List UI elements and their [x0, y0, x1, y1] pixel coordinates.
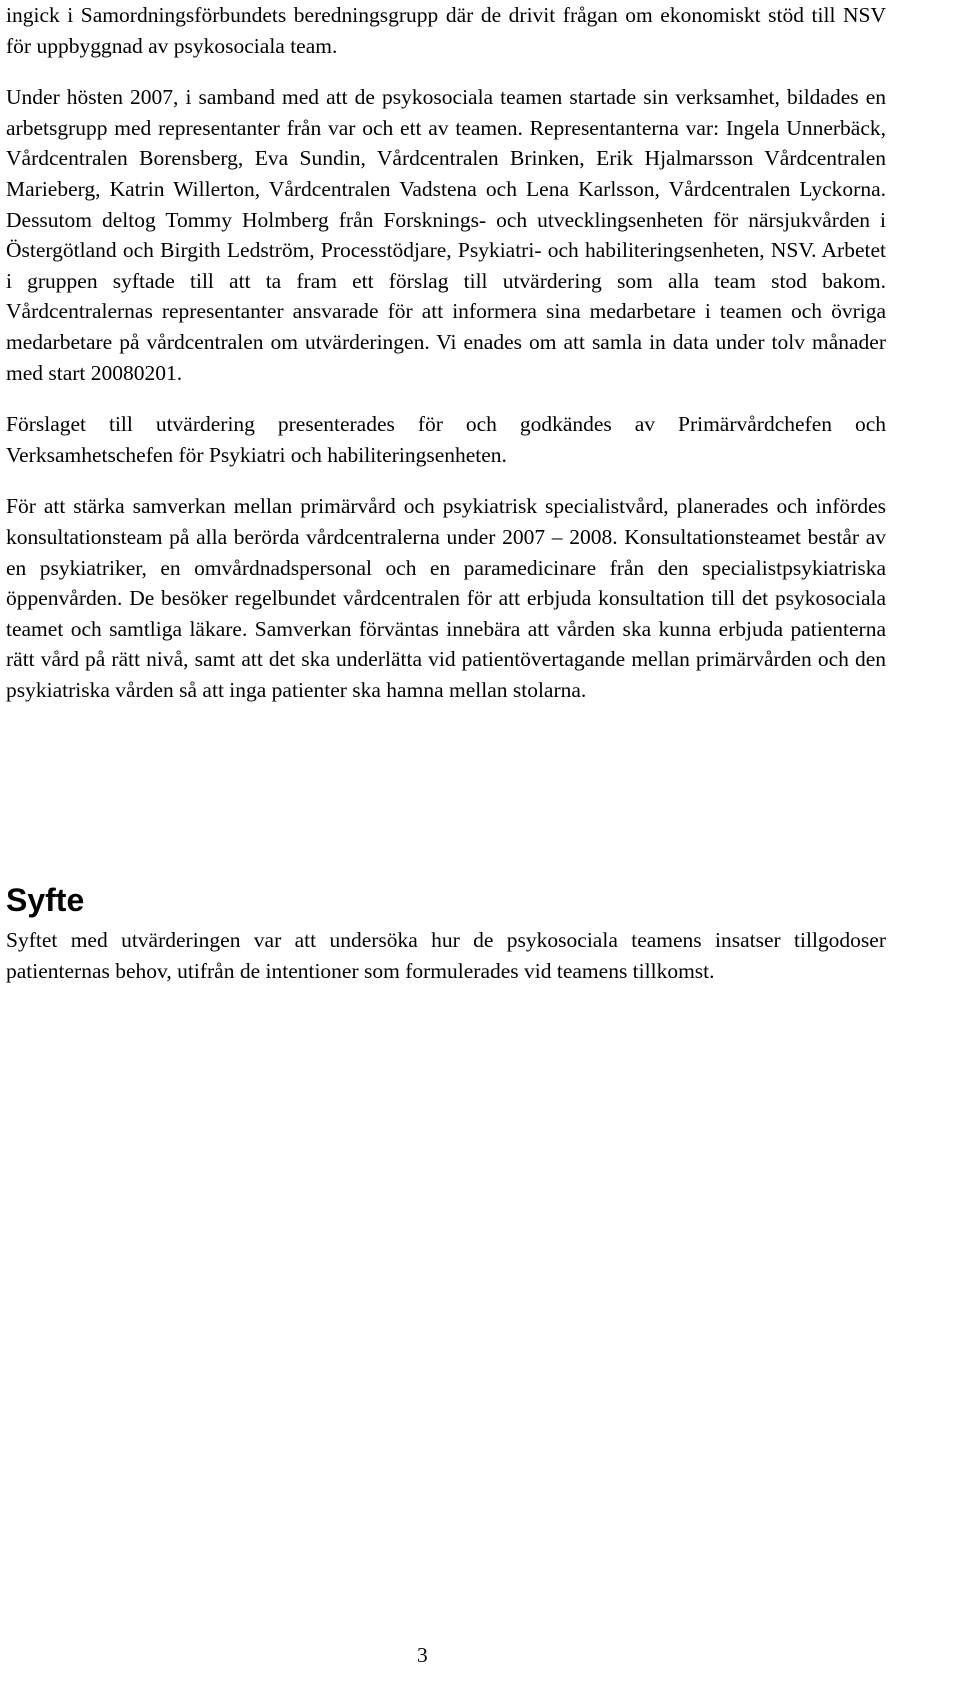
paragraph-proposal: Förslaget till utvärdering presenterades för och godkändes av Primärvårdchefen och Verksamhetschefen för Psykiatri och habiliteringsenheten.: [6, 412, 886, 467]
paragraph-gap: [6, 388, 886, 409]
section-body-syfte: [6, 925, 886, 986]
paragraph-intro: ingick i Samordningsförbundets beredningsgrupp där de drivit frågan om ekonomiskt stöd till NSV för uppbyggnad av psykosociala team.: [6, 3, 886, 58]
section-heading-syfte: Syfte: [6, 882, 85, 918]
paragraph-purpose: Syftet med utvärderingen var att undersöka hur de psykosociala teamens insatser tillgodoser patienternas behov, utifrån de intentioner som formulerades vid teamens tillkomst.: [6, 928, 886, 983]
paragraph-gap: [6, 61, 886, 82]
paragraph-working-group: Under hösten 2007, i samband med att de psykosociala teamen startade sin verksamhet, bildades en arbetsgrupp med representanter från var och ett av teamen. Representanterna var: Ingela Unnerbäck, Vårdcentralen Borensberg, Eva Sundin, Vårdcentralen Brinken, Erik Hjalmarsson Vårdcentralen Marieberg, Katrin Willerton, Vårdcentralen Vadstena och Lena Karlsson, Vårdcentralen Lyckorna. Dessutom deltog Tommy Holmberg från Forsknings- och utvecklingsenheten för närsjukvården i Östergötland och Birgith Ledström, Processtödjare, Psykiatri- och habiliteringsenheten, NSV. Arbetet i gruppen syftade till att ta fram ett förslag till utvärdering som alla team stod bakom. Vårdcentralernas representanter ansvarade för att informera sina medarbetare i teamen och övriga medarbetare på vårdcentralen om utvärderingen. Vi enades om att samla in data under tolv månader med start 20080201.: [6, 85, 886, 385]
paragraph-gap: [6, 470, 886, 491]
paragraph-collaboration: För att stärka samverkan mellan primärvård och psykiatrisk specialistvård, planerades och infördes konsultationsteam på alla berörda vårdcentralerna under 2007 – 2008. Konsultationsteamet består av en psykiatriker, en omvårdnadspersonal och en paramedicinare från den specialistpsykiatriska öppenvården. De besöker regelbundet vårdcentralen för att erbjuda konsultation till det psykosociala teamet och samtliga läkare. Samverkan förväntas innebära att vården ska kunna erbjuda patienterna rätt vård på rätt nivå, samt att det ska underlätta vid patientövertagande mellan primärvården och den psykiatriska vården så att inga patienter ska hamna mellan stolarna.: [6, 494, 886, 702]
page-number: 3: [417, 1643, 428, 1667]
document-page: [6, 0, 886, 705]
